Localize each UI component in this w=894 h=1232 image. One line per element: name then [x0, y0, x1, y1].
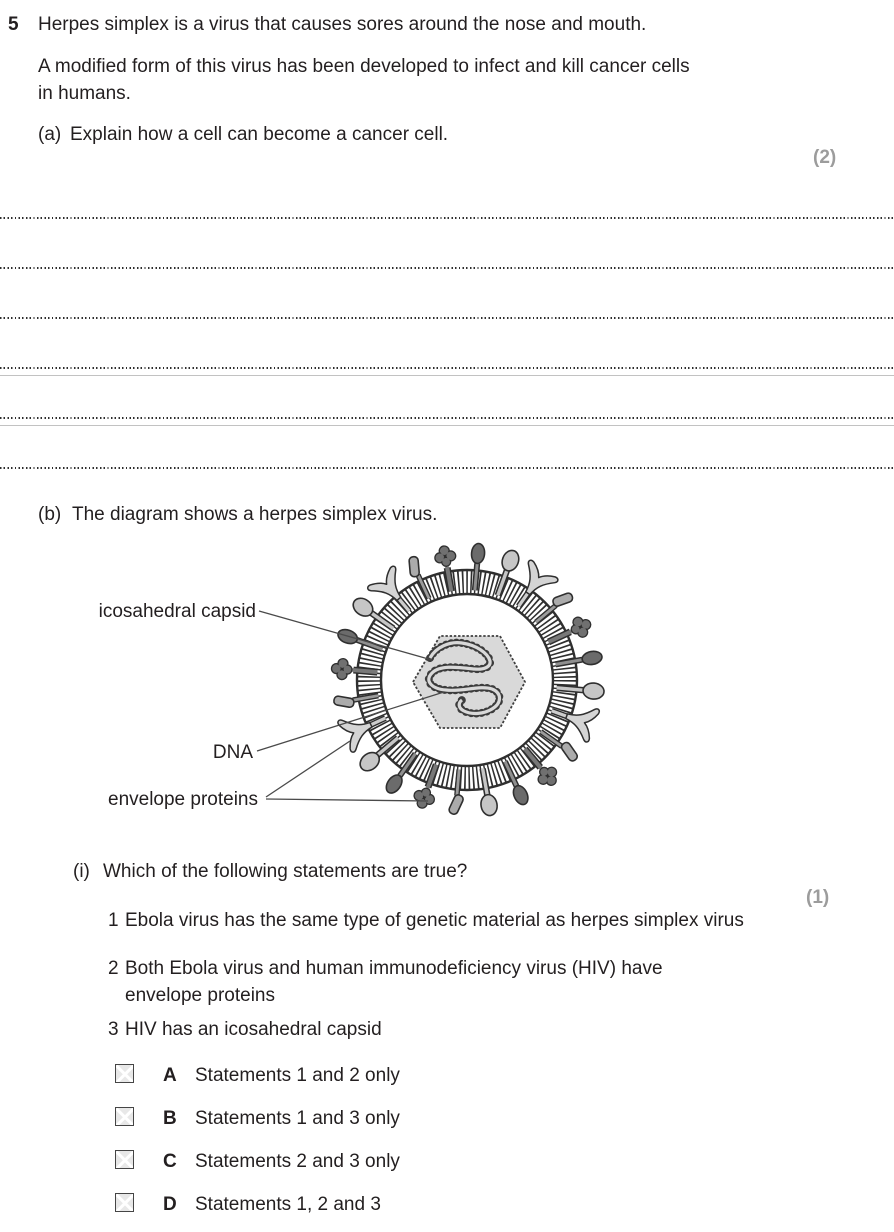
part-b-i-question: Which of the following statements are true?	[103, 861, 468, 882]
answer-line[interactable]	[0, 217, 894, 219]
answer-line[interactable]	[0, 367, 894, 369]
answer-line[interactable]	[0, 417, 894, 419]
question-intro-line2: A modified form of this virus has been developed to infect and kill cancer cells	[38, 56, 690, 77]
option-a-checkbox[interactable]	[115, 1064, 134, 1083]
answer-line-shadow	[0, 375, 894, 376]
answer-line[interactable]	[0, 267, 894, 269]
statement-3-text: HIV has an icosahedral capsid	[125, 1019, 382, 1040]
part-b-text: The diagram shows a herpes simplex virus.	[72, 504, 438, 525]
statement-1-number: 1	[108, 910, 119, 931]
option-b-checkbox[interactable]	[115, 1107, 134, 1126]
diagram-label-envelope: envelope proteins	[108, 789, 258, 810]
part-a-question: Explain how a cell can become a cancer cell.	[70, 124, 449, 145]
part-a-label: (a)	[38, 124, 62, 145]
statement-3-number: 3	[108, 1019, 119, 1040]
answer-line[interactable]	[0, 317, 894, 319]
option-d-letter: D	[163, 1194, 177, 1215]
part-b-label: (b)	[38, 504, 62, 525]
statement-2-text-line2: envelope proteins	[125, 985, 275, 1006]
option-c-letter: C	[163, 1151, 177, 1172]
question-intro-line1: Herpes simplex is a virus that causes sores around the nose and mouth.	[38, 14, 647, 35]
option-d-text: Statements 1, 2 and 3	[195, 1194, 381, 1215]
part-b-i-marks-badge: (1)	[806, 887, 830, 908]
part-a-marks-badge: (2)	[813, 147, 837, 168]
diagram-label-dna: DNA	[212, 742, 253, 763]
option-c-text: Statements 2 and 3 only	[195, 1151, 400, 1172]
option-d-checkbox[interactable]	[115, 1193, 134, 1212]
question-number: 5	[8, 14, 19, 35]
part-b-i-label: (i)	[73, 861, 90, 882]
statement-2-text-line1: Both Ebola virus and human immunodeficiency virus (HIV) have	[125, 958, 663, 979]
answer-line-shadow	[0, 425, 894, 426]
option-b-letter: B	[163, 1108, 177, 1129]
option-b-text: Statements 1 and 3 only	[195, 1108, 400, 1129]
option-a-text: Statements 1 and 2 only	[195, 1065, 400, 1086]
option-a-letter: A	[163, 1065, 177, 1086]
answer-line[interactable]	[0, 467, 894, 469]
question-intro-line3: in humans.	[38, 83, 131, 104]
statement-1-text: Ebola virus has the same type of genetic material as herpes simplex virus	[125, 910, 744, 931]
herpes-virus-diagram	[60, 535, 660, 835]
diagram-label-capsid: icosahedral capsid	[98, 601, 256, 622]
statement-2-number: 2	[108, 958, 119, 979]
option-c-checkbox[interactable]	[115, 1150, 134, 1169]
